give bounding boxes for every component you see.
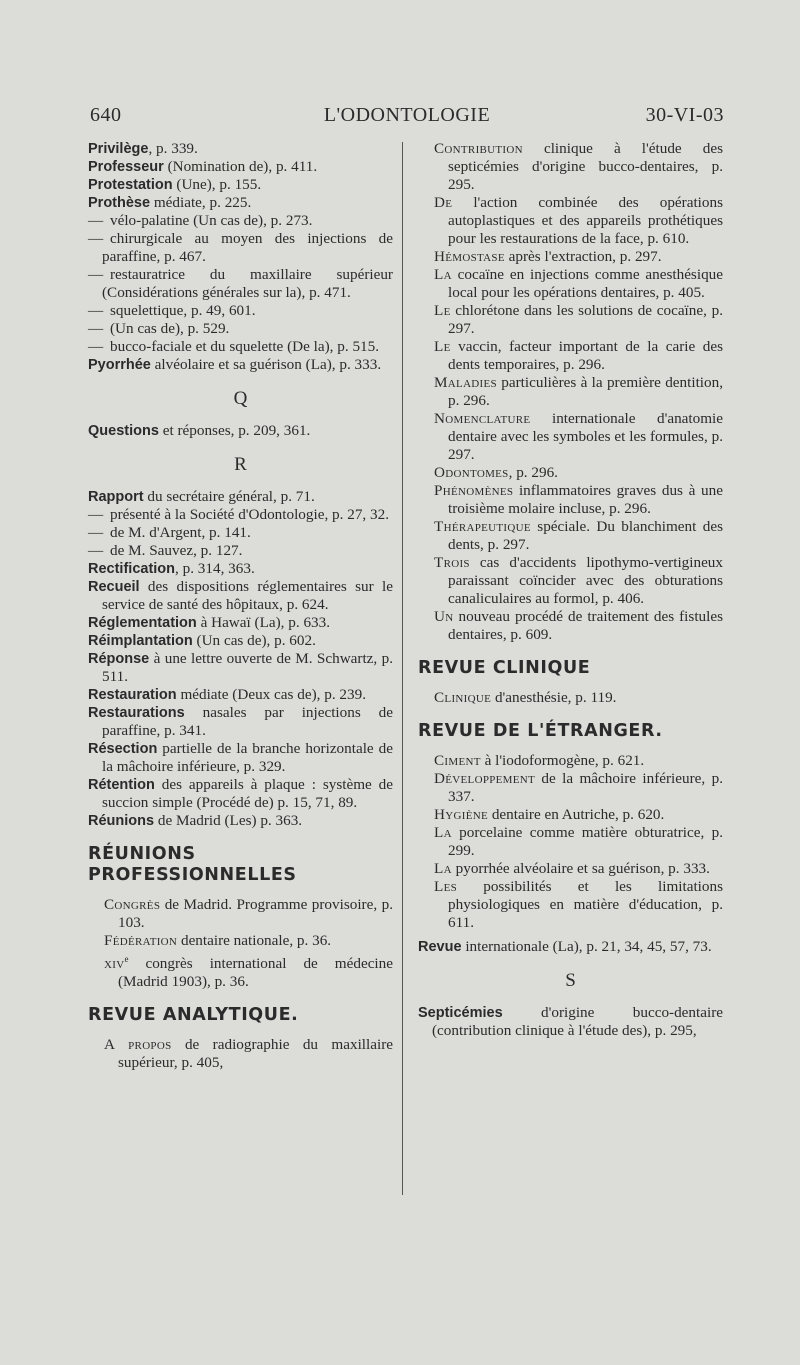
index-entry-hygiene: Hygiène dentaire en Autriche, p. 620.	[434, 806, 665, 823]
section-block	[88, 896, 393, 991]
index-entry-possibilites: Les possibilités et les limitations physiologiques en matière d'éducation, p. 611.	[434, 878, 723, 931]
index-entry-rectification: Rectification, p. 314, 363.	[88, 560, 255, 577]
column-divider	[402, 142, 403, 1195]
index-entry-un-nouveau: Un nouveau procédé de traitement des fistules dentaires, p. 609.	[434, 608, 723, 643]
index-entry-retention: Rétention des appareils à plaque : système de succion simple (Procédé de) p. 15, 71, 89.	[88, 776, 393, 811]
index-entry-de-laction: De l'action combinée des opérations autoplastiques et des appareils prothétiques pour les restaurations de la face, p. 610.	[434, 194, 723, 247]
section-block	[418, 689, 723, 707]
issue-date: 30-VI-03	[645, 104, 724, 126]
section-heading-revue-clinique: REVUE CLINIQUE	[418, 658, 591, 678]
index-entry-vaccin: Le vaccin, facteur important de la carie des dents temporaires, p. 296.	[434, 338, 723, 373]
index-entry-chloretone: Le chlorétone dans les solutions de cocaïne, p. 297.	[434, 302, 723, 337]
index-entry-therapeutique: Thérapeutique spéciale. Du blanchiment des dents, p. 297.	[434, 518, 723, 553]
index-entry-reglementation: Réglementation à Hawaï (La), p. 633.	[88, 614, 331, 631]
index-entry-contribution: Contribution clinique à l'étude des septicémies d'origine bucco-dentaires, p. 295.	[434, 140, 723, 193]
letter-heading-s: S	[565, 970, 576, 991]
index-entry-reponse: Réponse à une lettre ouverte de M. Schwartz, p. 511.	[88, 650, 393, 685]
index-entry-clinique: Clinique d'anesthésie, p. 119.	[434, 689, 617, 706]
index-entry-hemostase: Hémostase après l'extraction, p. 297.	[434, 248, 662, 265]
index-entry-resection: Résection partielle de la branche horizontale de la mâchoire inférieure, p. 329.	[88, 740, 393, 775]
sub-entry: — (Un cas de), p. 529.	[88, 320, 230, 337]
index-entry-congres: Congrès de Madrid. Programme provisoire, p. 103.	[104, 896, 393, 931]
index-entry-developpement: Développement de la mâchoire inférieure, p. 337.	[434, 770, 723, 805]
index-entry-reunions: Réunions de Madrid (Les) p. 363.	[88, 812, 303, 829]
letter-heading-r: R	[234, 454, 247, 475]
index-entry-phenomenes: Phénomènes inflammatoires graves dus à une troisième molaire incluse, p. 296.	[434, 482, 723, 517]
section-block	[88, 1036, 393, 1072]
index-entry-a-propos: A propos de radiographie du maxillaire supérieur, p. 405,	[104, 1036, 394, 1072]
index-entry-odontomes: Odontomes, p. 296.	[434, 464, 558, 481]
index-entry-restauration: Restauration médiate (Deux cas de), p. 239.	[88, 686, 366, 703]
section-block	[418, 140, 723, 644]
index-entry-nomenclature: Nomenclature internationale d'anatomie dentaire avec les symboles et les formules, p. 297.	[434, 410, 723, 463]
index-entry-pyorrhee-guerison: La pyorrhée alvéolaire et sa guérison, p. 333.	[434, 860, 710, 877]
section-heading-revue-etranger: REVUE DE L'ÉTRANGER.	[418, 721, 663, 741]
right-column	[418, 140, 723, 1040]
index-entry-rapport: Rapport du secrétaire général, p. 71.	[88, 488, 315, 505]
sub-entry: — bucco-faciale et du squelette (De la), p. 515.	[88, 338, 380, 355]
sub-entry: — de M. d'Argent, p. 141.	[88, 524, 251, 541]
running-header	[90, 104, 724, 134]
sub-entry: — squelettique, p. 49, 601.	[88, 302, 256, 319]
sub-entry: — de M. Sauvez, p. 127.	[88, 542, 243, 559]
index-entry-trois: Trois cas d'accidents lipothymo-vertigineux paraissant coïncider avec des obturations canaliculaires au formol, p. 406.	[434, 554, 723, 607]
index-entry-revue-internationale: Revue internationale (La), p. 21, 34, 45, 57, 73.	[418, 938, 712, 955]
index-entry-restaurations: Restaurations nasales par injections de paraffine, p. 341.	[88, 704, 393, 739]
index-entry-protestation: Protestation (Une), p. 155.	[88, 176, 262, 193]
index-entry-prothese: Prothèse médiate, p. 225.	[88, 194, 252, 211]
index-entry-porcelaine: La porcelaine comme matière obturatrice, p. 299.	[434, 824, 723, 859]
index-entry-ciment: Ciment à l'iodoformogène, p. 621.	[434, 752, 645, 769]
index-entry-questions: Questions et réponses, p. 209, 361.	[88, 422, 311, 439]
index-entry-xiv-congres: xiv$^e$ congrès international de médecine (Madrid 1903), p. 36.	[104, 954, 393, 991]
index-entry-reimplantation: Réimplantation (Un cas de), p. 602.	[88, 632, 316, 649]
index-entry-federation: Fédération dentaire nationale, p. 36.	[104, 932, 332, 949]
page-number: 640	[90, 104, 122, 126]
section-heading-reunions-professionnelles: RÉUNIONS PROFESSIONNELLES	[88, 844, 297, 885]
index-entry-recueil: Recueil des dispositions réglementaires sur le service de santé des hôpitaux, p. 624.	[88, 578, 393, 613]
index-entry-maladies: Maladies particulières à la première dentition, p. 296.	[434, 374, 723, 409]
index-entry-professeur: Professeur (Nomination de), p. 411.	[88, 158, 318, 175]
letter-heading-q: Q	[233, 388, 248, 409]
sub-entry: — vélo-palatine (Un cas de), p. 273.	[88, 212, 313, 229]
sub-entry: — chirurgicale au moyen des injections de paraffine, p. 467.	[88, 230, 393, 265]
left-column	[88, 140, 393, 1072]
sub-entry: — présenté à la Société d'Odontologie, p. 27, 32.	[88, 506, 389, 523]
sub-entry: — restauratrice du maxillaire supérieur (Considérations générales sur la), p. 471.	[88, 266, 393, 301]
index-entry-septicemies: Septicémies d'origine bucco-dentaire (contribution clinique à l'étude des), p. 295,	[418, 1004, 723, 1039]
journal-title: L'ODONTOLOGIE	[323, 104, 491, 126]
index-entry-cocaine: La cocaïne en injections comme anesthésique local pour les opérations dentaires, p. 405.	[434, 266, 723, 301]
index-entry-privilege: Privilège, p. 339.	[88, 140, 198, 157]
index-entry-pyorrhee: Pyorrhée alvéolaire et sa guérison (La), p. 333.	[88, 356, 382, 373]
section-block	[418, 752, 723, 932]
section-heading-revue-analytique: REVUE ANALYTIQUE.	[88, 1005, 299, 1026]
